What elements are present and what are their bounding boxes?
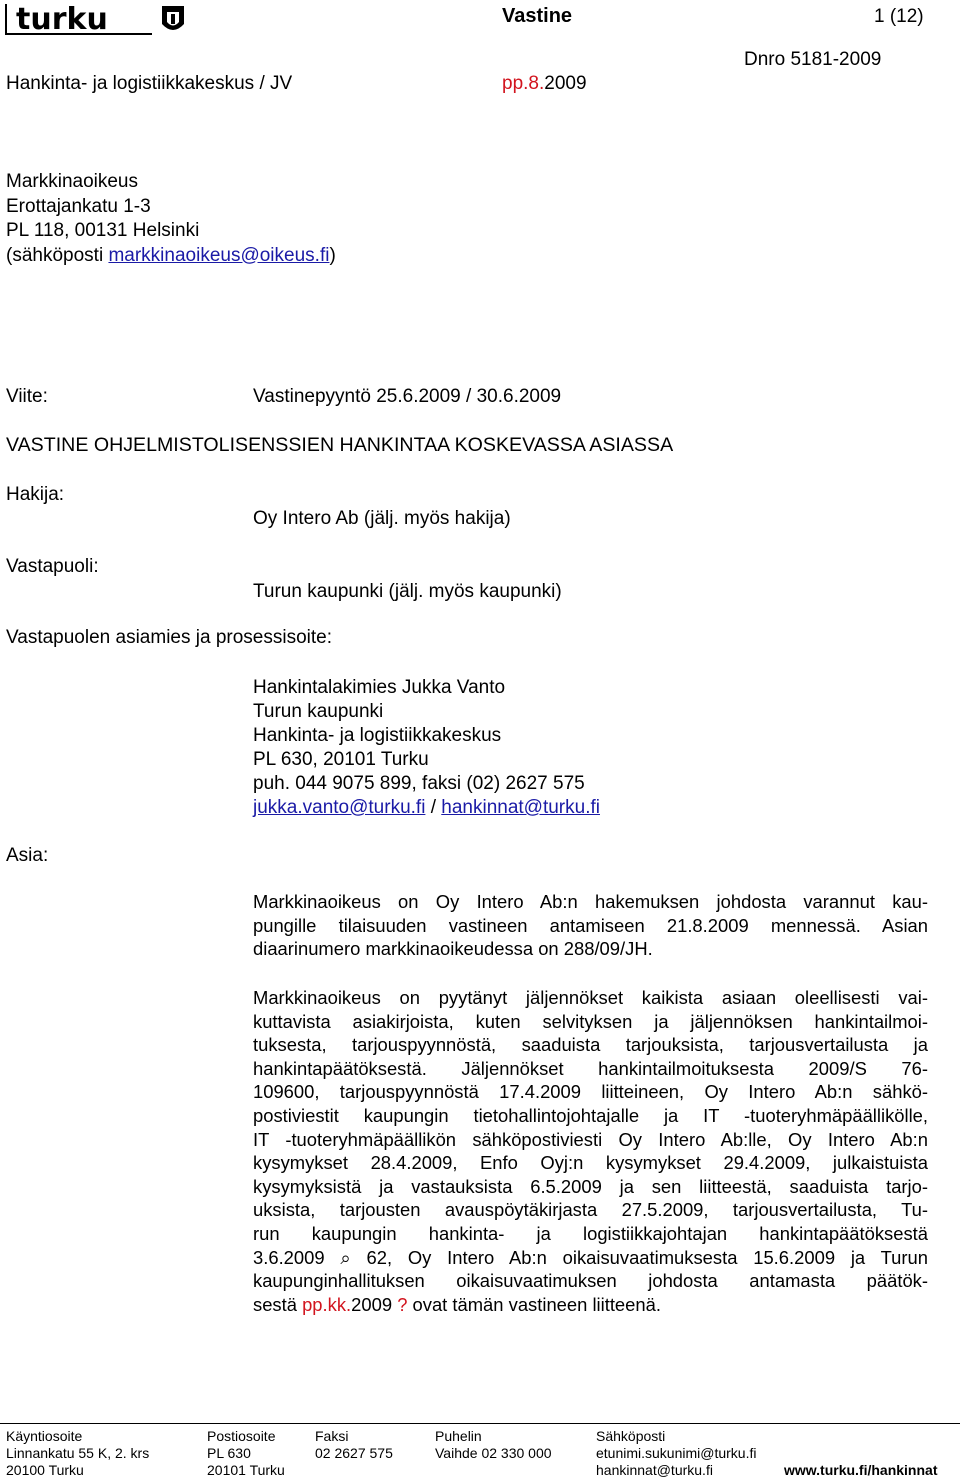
paragraph-line: kuttavista asiakirjoista, kuten selvityksen ja jäljennöksen hankintailmoi- bbox=[253, 1010, 928, 1032]
reference-value: Vastinepyyntö 25.6.2009 / 30.6.2009 bbox=[253, 386, 562, 407]
reference-label: Viite: bbox=[6, 386, 48, 407]
footer-rule bbox=[0, 1423, 960, 1424]
footer-value: 20100 Turku bbox=[6, 1462, 84, 1478]
recipient-email-link[interactable]: markkinaoikeus@oikeus.fi bbox=[108, 244, 330, 266]
representative-email-link[interactable]: jukka.vanto@turku.fi bbox=[253, 797, 426, 818]
representative-block bbox=[253, 676, 600, 820]
footer-value: 20101 Turku bbox=[207, 1462, 285, 1478]
footer-heading: Puhelin bbox=[435, 1428, 482, 1444]
turku-logo bbox=[4, 2, 184, 36]
footer-value: Linnankatu 55 K, 2. krs bbox=[6, 1445, 150, 1461]
representative-emails bbox=[253, 796, 600, 820]
footer-phone bbox=[435, 1428, 552, 1462]
representative-line: PL 630, 20101 Turku bbox=[253, 749, 429, 770]
footer-value: hankinnat@turku.fi bbox=[596, 1462, 713, 1478]
footer-fax bbox=[315, 1428, 393, 1462]
placeholder-mark: ? bbox=[397, 1293, 408, 1315]
paragraph-line: run kaupungin hankinta- ja logistiikkajohtajan hankintapäätöksestä bbox=[253, 1222, 928, 1244]
paragraph-line: kaupunginhallituksen oikaisuvaatimuksen johdosta antamasta päätök- bbox=[253, 1270, 928, 1292]
document-date bbox=[502, 73, 587, 95]
footer-heading: Käyntiosoite bbox=[6, 1428, 83, 1444]
date-placeholder: pp.8. bbox=[502, 73, 545, 94]
respondent-label: Vastapuoli: bbox=[6, 556, 99, 577]
text-run: ovat tämän vastineen liitteenä. bbox=[407, 1293, 661, 1315]
paragraph-line: tuksesta, tarjouspyynnöstä, saaduista tarjouksista, tarjousvertailusta ja bbox=[253, 1034, 928, 1056]
footer-visiting-address bbox=[6, 1428, 149, 1479]
matter-label: Asia: bbox=[6, 845, 49, 866]
footer-website[interactable]: www.turku.fi/hankinnat bbox=[784, 1462, 938, 1478]
representative-label: Vastapuolen asiamies ja prosessisoite: bbox=[6, 627, 332, 648]
recipient-address bbox=[6, 170, 336, 268]
paragraph-line: Markkinaoikeus on pyytänyt jäljennökset kaikista asiaan oleellisesti vai- bbox=[253, 987, 928, 1008]
recipient-email-line bbox=[6, 244, 336, 269]
footer-heading: Faksi bbox=[315, 1428, 349, 1444]
paragraph-line: IT -tuoteryhmäpäällikön sähköpostiviesti Oy Intero Ab:lle, Oy Intero Ab:n bbox=[253, 1128, 928, 1150]
paragraph-line: postiviestit kaupungin tietohallintojohtajalle ja IT -tuoteryhmäpäällikölle, bbox=[253, 1104, 928, 1126]
paragraph-line: 3.6.2009 ⌕ 62, Oy Intero Ab:n oikaisuvaatimuksesta 15.6.2009 ja Turun bbox=[253, 1246, 928, 1268]
document-title: VASTINE OHJELMISTOLISENSSIEN HANKINTAA KOSKEVASSA ASIASSA bbox=[6, 434, 674, 456]
applicant-label: Hakija: bbox=[6, 484, 65, 505]
paragraph-line: hankintapäätöksestä. Jäljennökset hankintailmoituksesta 2009/S 76- bbox=[253, 1057, 928, 1079]
text-run: sestä bbox=[253, 1293, 303, 1315]
logo-wordmark: turku bbox=[16, 2, 108, 36]
page-number: 1 (12) bbox=[874, 6, 924, 27]
representative-line: puh. 044 9075 899, faksi (02) 2627 575 bbox=[253, 773, 585, 794]
footer-value: PL 630 bbox=[207, 1445, 251, 1461]
footer-postal-address bbox=[207, 1428, 285, 1479]
recipient-name: Markkinaoikeus bbox=[6, 171, 138, 192]
email-separator: / bbox=[425, 797, 442, 818]
footer-heading: Sähköposti bbox=[596, 1428, 666, 1444]
recipient-email-prefix: (sähköposti bbox=[6, 244, 109, 266]
date-year: 2009 bbox=[544, 73, 587, 94]
paragraph-line: uksista, tarjousten avauspöytäkirjasta 27.5.2009, tarjousvertailusta, Tu- bbox=[253, 1199, 928, 1221]
footer-value: Vaihde 02 330 000 bbox=[435, 1445, 552, 1461]
representative-line: Turun kaupunki bbox=[253, 701, 384, 722]
recipient-street: Erottajankatu 1-3 bbox=[6, 195, 151, 217]
sender-unit: Hankinta- ja logistiikkakeskus / JV bbox=[6, 73, 293, 94]
footer-email bbox=[596, 1428, 757, 1479]
representative-line: Hankinta- ja logistiikkakeskus bbox=[253, 725, 502, 746]
matter-paragraph-1 bbox=[253, 890, 928, 961]
applicant-value: Oy Intero Ab (jälj. myös hakija) bbox=[253, 508, 511, 529]
matter-paragraph-2 bbox=[253, 986, 928, 1316]
paragraph-line: diaarinumero markkinaoikeudessa on 288/09/JH. bbox=[253, 938, 653, 960]
paragraph-last-line bbox=[253, 1293, 928, 1317]
footer-value: 02 2627 575 bbox=[315, 1445, 393, 1461]
document-number: Dnro 5181-2009 bbox=[744, 49, 882, 70]
footer-value: etunimi.sukunimi@turku.fi bbox=[596, 1445, 757, 1461]
recipient-postal: PL 118, 00131 Helsinki bbox=[6, 220, 200, 241]
paragraph-line: 109600, tarjouspyynnöstä 17.4.2009 liitteineen, Oy Intero Ab:n sähkö- bbox=[253, 1081, 928, 1103]
document-type: Vastine bbox=[502, 5, 573, 27]
recipient-email-suffix: ) bbox=[329, 244, 336, 266]
representative-line: Hankintalakimies Jukka Vanto bbox=[253, 677, 506, 698]
procurement-email-link[interactable]: hankinnat@turku.fi bbox=[441, 797, 600, 818]
paragraph-line: kysymykset 28.4.2009, Enfo Oyj:n kysymykset 29.4.2009, julkaistuista bbox=[253, 1152, 928, 1174]
date-placeholder: pp.kk. bbox=[302, 1293, 352, 1315]
paragraph-line: pungille tilaisuuden vastineen antamiseen 21.8.2009 mennessä. Asian bbox=[253, 914, 928, 936]
paragraph-line: kysymyksistä ja vastauksista 6.5.2009 ja sen liitteestä, saaduista tarjo- bbox=[253, 1175, 928, 1197]
paragraph-line: Markkinaoikeus on Oy Intero Ab:n hakemuksen johdosta varannut kau- bbox=[253, 891, 928, 912]
respondent-value: Turun kaupunki (jälj. myös kaupunki) bbox=[253, 581, 562, 602]
footer-heading: Postiosoite bbox=[207, 1428, 276, 1444]
text-run: 2009 bbox=[351, 1293, 398, 1315]
